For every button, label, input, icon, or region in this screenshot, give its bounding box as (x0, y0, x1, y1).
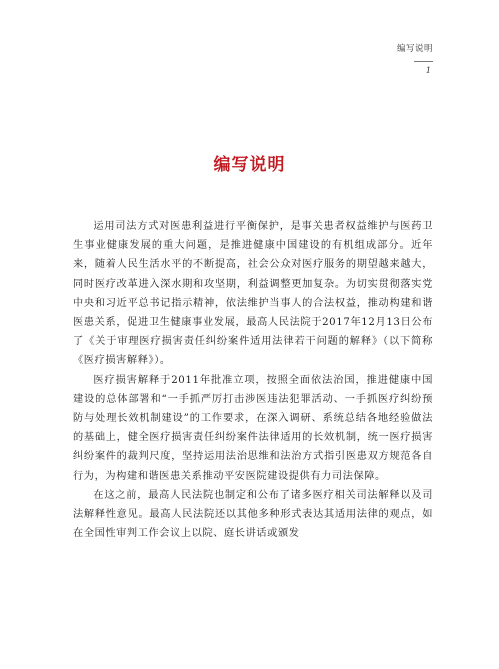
page-number: 1 (425, 66, 431, 75)
paragraph-3: 在这之前，最高人民法院也制定和公布了诸多医疗相关司法解释以及司法解释性意见。最高人民法院还以其他多种形式表达其适用法律的观点，如在全国性审判工作会议上以院、庭长讲话或颁发 (73, 489, 433, 540)
paragraph-2: 医疗损害解释于2011年批准立项，按照全面依法治国，推进健康中国建设的总体部署和“一手抓严厉打击涉医违法犯罪活动、一手抓医疗纠纷预防与处理长效机制建设”的工作要求，在深入调研、系统总结各地经验做法的基础上，健全医疗损害责任纠纷案件法律适用的长效机制，统一医疗损害纠纷案件的裁判尺度，坚持运用法治思维和法治方式指引医患双方规范各自行为，为构建和谐医患关系推动平安医院建设提供有力司法保障。 (73, 374, 433, 482)
running-head-rule (414, 61, 433, 62)
body-text (73, 217, 433, 543)
page-title: 编写说明 (213, 155, 286, 175)
paragraph-1: 运用司法方式对医患利益进行平衡保护，是事关患者权益维护与医药卫生事业健康发展的重大问题，是推进健康中国建设的有机组成部分。近年来，随着人民生活水平的不断提高，社会公众对医疗服务的期望越来越大，同时医疗改革进入深水期和攻坚期，利益调整更加复杂。为切实贯彻落实党中央和习近平总书记指示精神，依法维护当事人的合法权益，推动构建和谐医患关系，促进卫生健康事业发展，最高人民法院于2017年12月13日公布了《关于审理医疗损害责任纠纷案件适用法律若干问题的解释》（以下简称《医疗损害解释》）。 (73, 221, 433, 367)
running-head: 编写说明 (396, 44, 433, 54)
